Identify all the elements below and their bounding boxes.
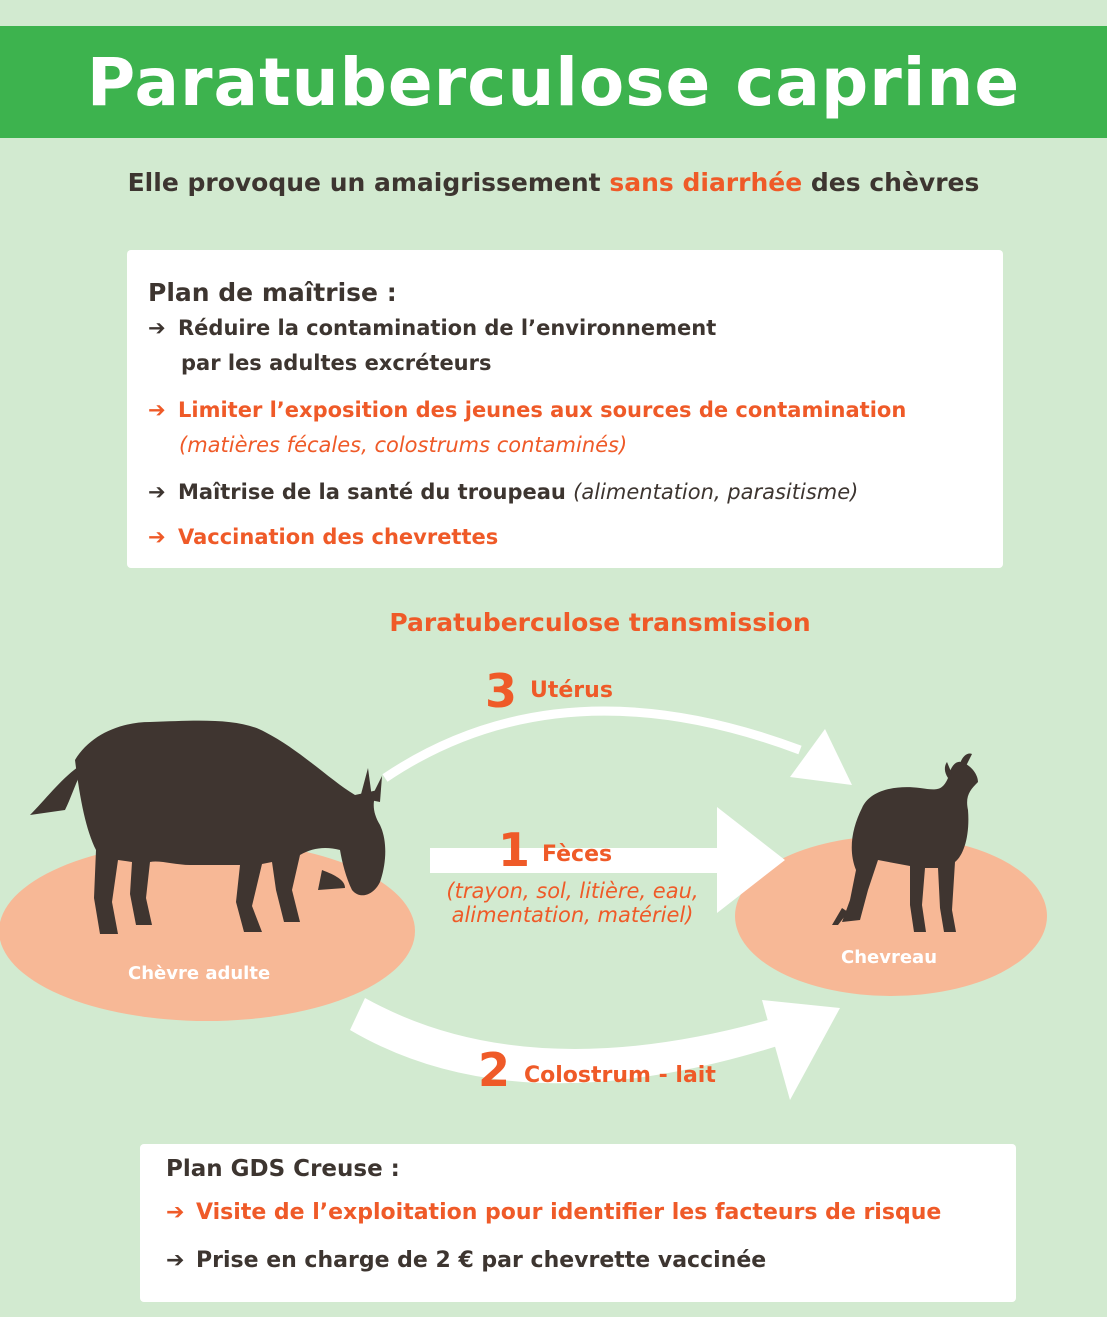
plan-gds-item-2: [166, 1248, 766, 1273]
route-3-number: 3: [485, 664, 518, 718]
arrow-right-icon: ➔: [166, 1248, 185, 1273]
route-1-note-line-2: alimentation, matériel): [451, 903, 694, 927]
plan-gds-box: [140, 1144, 1016, 1302]
item-text: Vaccination des chevrettes: [178, 525, 499, 549]
item-text: Prise en charge de 2 € par chevrette vaccinée: [196, 1248, 767, 1273]
uterus-arrow-shaft: [385, 711, 800, 778]
arrow-right-icon: ➔: [148, 525, 166, 549]
plan-maitrise-heading: Plan de maîtrise :: [148, 278, 397, 307]
arrow-right-icon: ➔: [148, 398, 166, 422]
route-2-label: Colostrum - lait: [524, 1063, 716, 1088]
arrow-right-icon: ➔: [166, 1200, 185, 1225]
item-note: (alimentation, parasitisme): [573, 480, 859, 504]
plan-maitrise-item-3: [148, 480, 858, 504]
route-1-number: 1: [498, 823, 531, 877]
item-text: Réduire la contamination de l’environnement: [178, 316, 717, 340]
item-text: Limiter l’exposition des jeunes aux sources de contamination: [178, 398, 907, 422]
plan-maitrise-box: [127, 250, 1003, 568]
kid-goat-label: Chevreau: [841, 947, 938, 968]
subtitle-highlight: sans diarrhée: [609, 168, 803, 197]
adult-goat-label: Chèvre adulte: [128, 963, 271, 984]
subtitle: [0, 168, 1107, 197]
plan-gds-heading: Plan GDS Creuse :: [166, 1156, 400, 1182]
plan-maitrise-item-4: [148, 525, 498, 549]
item-text: Visite de l’exploitation pour identifier les facteurs de risque: [196, 1200, 942, 1225]
arrow-right-icon: ➔: [148, 480, 166, 504]
route-3-label: Utérus: [530, 678, 613, 703]
subtitle-text-end: des chèvres: [802, 168, 980, 197]
subtitle-text: Elle provoque un amaigrissement: [127, 168, 610, 197]
route-1-note-line-1: (trayon, sol, litière, eau,: [446, 879, 699, 903]
plan-maitrise-item-2-note: (matières fécales, colostrums contaminés): [179, 433, 628, 457]
plan-maitrise-item-1-line-2: par les adultes excréteurs: [181, 351, 492, 375]
plan-gds-item-1: [166, 1200, 941, 1225]
uterus-arrow-head: [790, 729, 852, 785]
arrow-right-icon: ➔: [148, 316, 166, 340]
colostrum-arrow-head: [762, 1000, 840, 1100]
route-1-label: Fèces: [542, 842, 613, 867]
route-2-number: 2: [478, 1043, 511, 1097]
transmission-title: Paratuberculose transmission: [389, 608, 811, 637]
route-1-note: [420, 879, 725, 927]
plan-maitrise-item-1: [148, 316, 716, 340]
plan-maitrise-item-2: [148, 398, 906, 422]
title-banner: [0, 26, 1107, 138]
page-title: Paratuberculose caprine: [86, 43, 1021, 121]
item-text: Maîtrise de la santé du troupeau: [178, 480, 566, 504]
